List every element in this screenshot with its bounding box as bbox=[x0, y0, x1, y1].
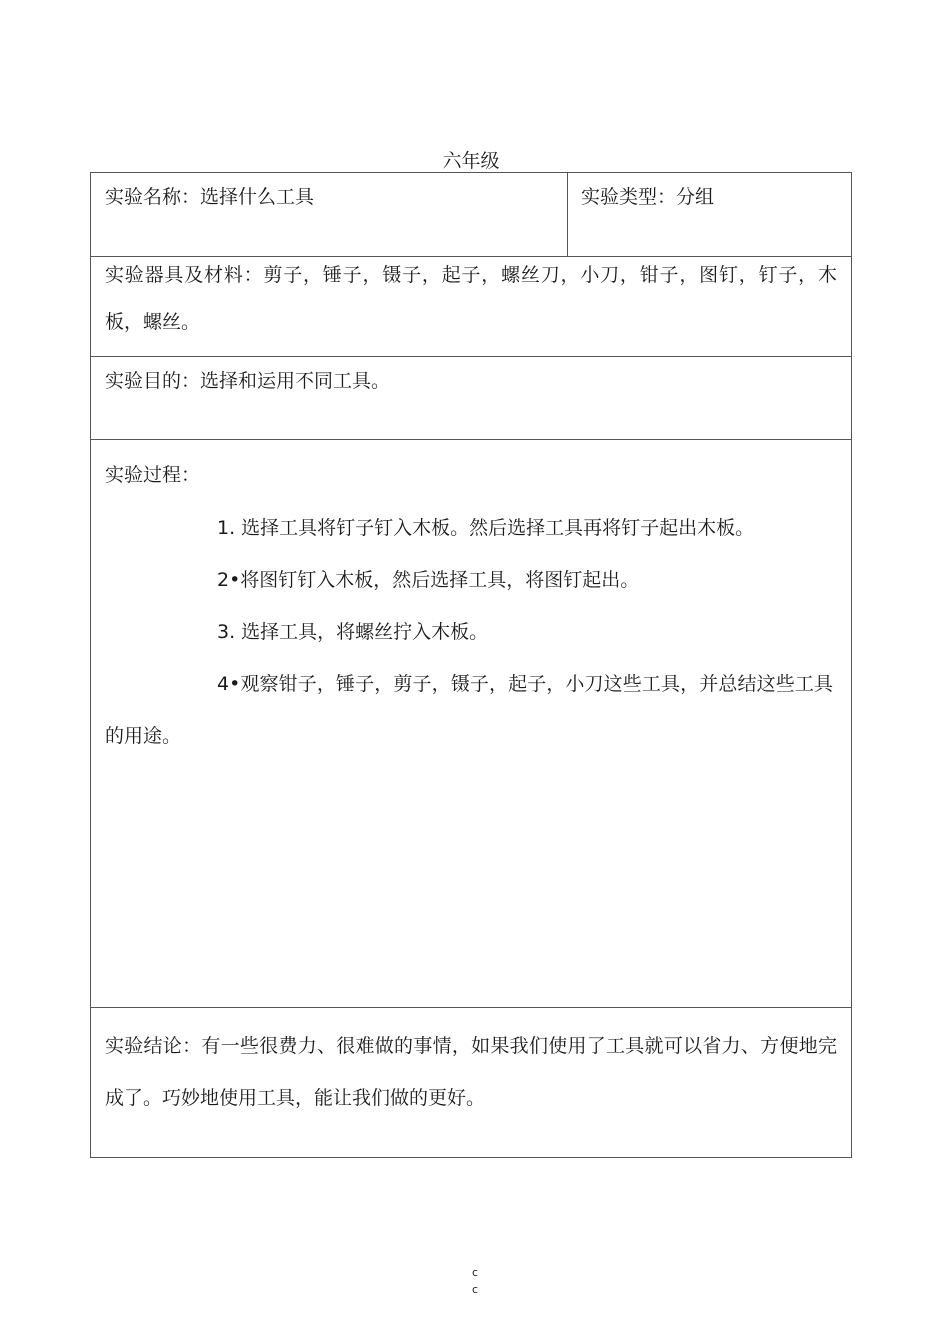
footer-mark-1: c bbox=[471, 1266, 479, 1279]
row-process bbox=[91, 440, 851, 1008]
process-step-1: 1. 选择工具将钉子钉入木板。然后选择工具再将钉子起出木板。 bbox=[217, 517, 755, 539]
row-name-type bbox=[91, 173, 851, 257]
experiment-record-table bbox=[90, 172, 852, 1158]
experiment-name: 实验名称：选择什么工具 bbox=[105, 186, 315, 208]
process-step-4: 4•观察钳子，锤子，剪子，镊子，起子，小刀这些工具，并总结这些工具的用途。 bbox=[105, 673, 833, 747]
process-step-3: 3. 选择工具，将螺丝拧入木板。 bbox=[217, 621, 489, 643]
row-purpose bbox=[91, 357, 851, 440]
process-step-2: 2•将图钉钉入木板，然后选择工具，将图钉起出。 bbox=[217, 569, 640, 591]
experiment-type: 实验类型：分组 bbox=[581, 186, 715, 208]
row-conclusion bbox=[91, 1008, 851, 1157]
cell-divider bbox=[567, 173, 568, 257]
conclusion-text: 实验结论：有一些很费力、很难做的事情，如果我们使用了工具就可以省力、方便地完成了。巧妙地使用工具，能让我们做的更好。 bbox=[105, 1035, 837, 1109]
grade-heading: 六年级 bbox=[442, 150, 500, 172]
footer-mark-2: c bbox=[471, 1283, 479, 1296]
row-materials bbox=[91, 257, 851, 357]
materials-text: 实验器具及材料：剪子，锤子，镊子，起子，螺丝刀，小刀，钳子，图钉，钉子，木板，螺丝。 bbox=[105, 264, 837, 333]
process-label: 实验过程： bbox=[105, 464, 201, 486]
purpose-text: 实验目的：选择和运用不同工具。 bbox=[105, 370, 391, 392]
